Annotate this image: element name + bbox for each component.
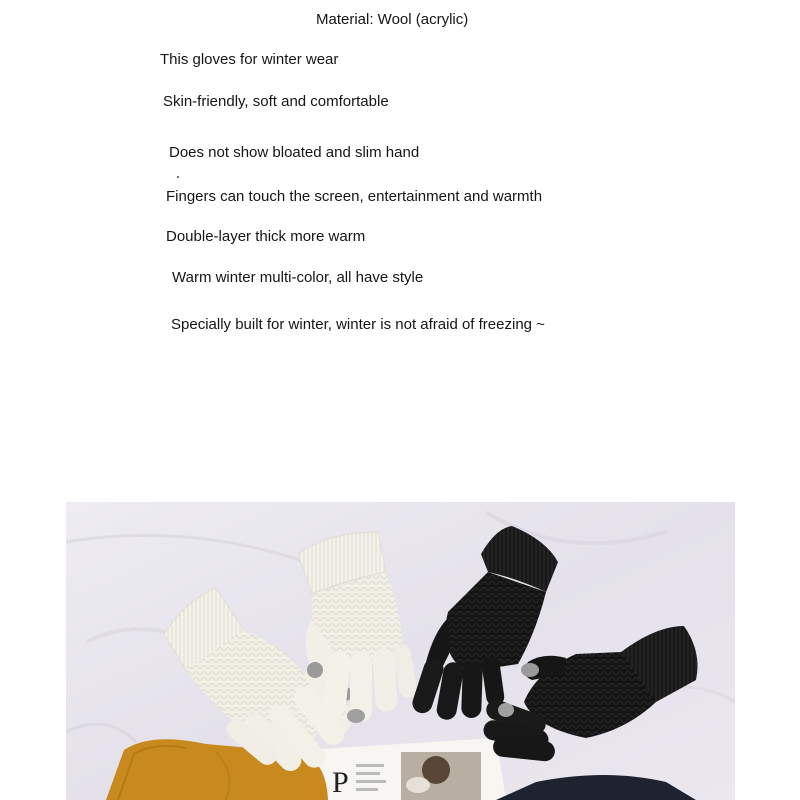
gloves-illustration bbox=[66, 502, 735, 800]
feature-line-3: Does not show bloated and slim hand bbox=[169, 144, 420, 161]
feature-line-5: Double-layer thick more warm bbox=[166, 228, 366, 245]
material-line: Material: Wool (acrylic) bbox=[316, 11, 469, 28]
feature-line-4: Fingers can touch the screen, entertainment and warmth bbox=[166, 188, 543, 205]
product-photo bbox=[66, 502, 735, 800]
feature-line-6: Warm winter multi-color, all have style bbox=[172, 269, 424, 286]
feature-line-7: Specially built for winter, winter is not afraid of freezing ~ bbox=[171, 316, 545, 333]
feature-line-2: Skin-friendly, soft and comfortable bbox=[163, 93, 389, 110]
magazine-letter: P bbox=[332, 766, 349, 799]
stray-dot bbox=[177, 176, 179, 178]
feature-line-1: This gloves for winter wear bbox=[160, 51, 339, 68]
